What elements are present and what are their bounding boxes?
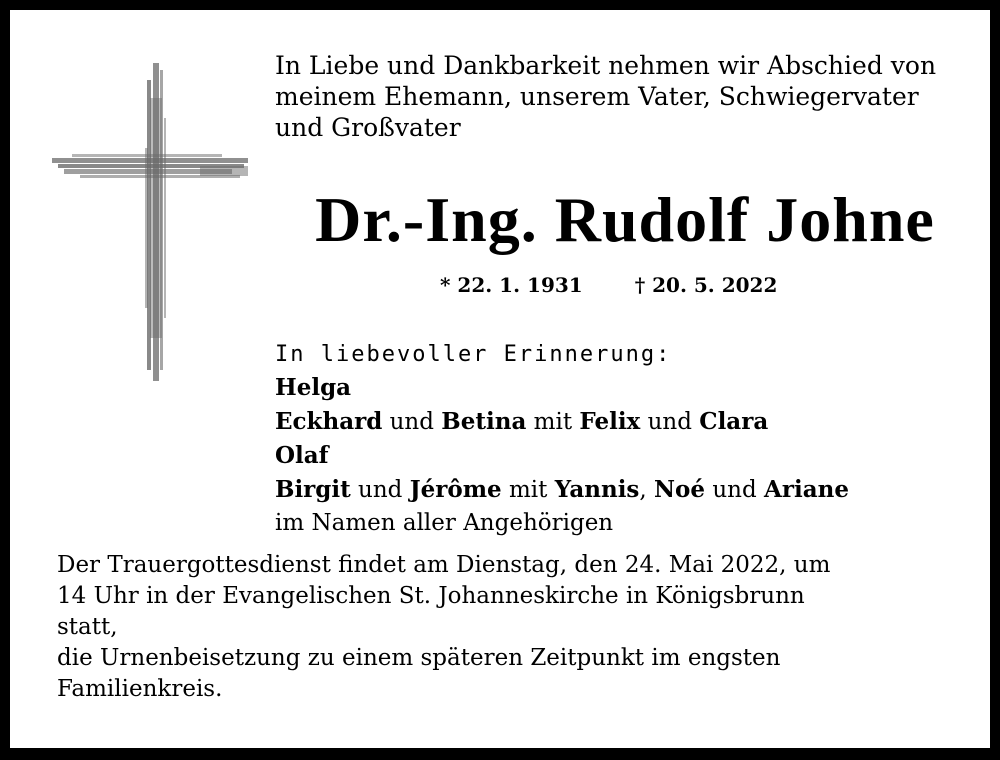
- connector-text: mit: [526, 409, 580, 435]
- cross-icon: [50, 58, 250, 383]
- mourner-line: [275, 473, 975, 507]
- funeral-line: Der Trauergottesdienst findet am Dienstag, den 24. Mai 2022, um: [57, 552, 831, 578]
- connector-text: und: [350, 477, 410, 503]
- life-dates: [440, 272, 777, 298]
- mourner-name: Ariane: [764, 476, 849, 503]
- mourner-name: Yannis: [554, 476, 640, 503]
- mourner-name: Birgit: [275, 476, 351, 503]
- deceased-name: Dr.-Ing. Rudolf Johne: [315, 184, 935, 255]
- funeral-line: statt,: [57, 614, 118, 640]
- death-date: † 20. 5. 2022: [634, 273, 778, 297]
- mourner-name: Betina: [441, 408, 527, 435]
- funeral-notice: [57, 550, 937, 705]
- mourner-name: Olaf: [275, 442, 329, 469]
- mourner-line: [275, 371, 975, 405]
- mourners-closing: im Namen aller Angehörigen: [275, 510, 614, 536]
- connector-text: ,: [639, 477, 655, 503]
- mourner-name: Eckhard: [275, 408, 383, 435]
- obituary-card: [10, 10, 990, 748]
- connector-text: und: [382, 409, 442, 435]
- funeral-line: die Urnenbeisetzung zu einem späteren Zeitpunkt im engsten: [57, 645, 781, 671]
- mourner-name: Jérôme: [409, 476, 502, 503]
- intro-line: und Großvater: [275, 113, 461, 142]
- mourners-list: [275, 338, 975, 540]
- funeral-line: Familienkreis.: [57, 676, 223, 702]
- mourner-name: Clara: [699, 408, 769, 435]
- connector-text: mit: [501, 477, 555, 503]
- intro-text: [275, 50, 975, 143]
- birth-date: * 22. 1. 1931: [440, 273, 583, 297]
- mourner-name: Helga: [275, 374, 352, 401]
- intro-line: meinem Ehemann, unserem Vater, Schwiegervater: [275, 82, 919, 111]
- mourners-heading: In liebevoller Erinnerung:: [275, 342, 672, 367]
- mourner-name: Noé: [654, 476, 706, 503]
- mourner-name: Felix: [579, 408, 641, 435]
- mourner-line: [275, 405, 975, 439]
- funeral-line: 14 Uhr in der Evangelischen St. Johanneskirche in Königsbrunn: [57, 583, 805, 609]
- connector-text: und: [640, 409, 700, 435]
- intro-line: In Liebe und Dankbarkeit nehmen wir Abschied von: [275, 51, 937, 80]
- mourner-line: [275, 439, 975, 473]
- connector-text: und: [705, 477, 764, 503]
